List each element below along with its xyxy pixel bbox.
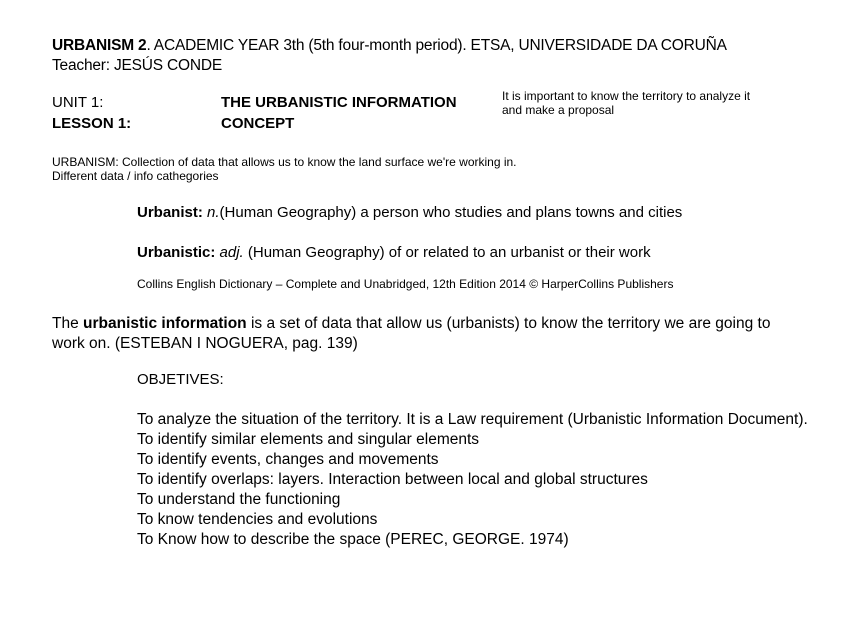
list-item: To identify events, changes and movements	[137, 451, 439, 468]
urbanistic-definition: (Human Geography) of or related to an urbanist or their work	[243, 244, 651, 261]
list-item: To know tendencies and evolutions	[137, 511, 378, 528]
teacher-line: Teacher: JESÚS CONDE	[52, 57, 222, 74]
objectives-list	[137, 410, 817, 550]
paragraph-rest: is a set of data that allow us (urbanists) to know the territory we are going to work on. (ESTEBAN I NOGUERA, pag. 139)	[52, 315, 771, 352]
lesson-label: LESSON 1:	[52, 115, 132, 132]
urbanist-term: Urbanist:	[137, 204, 203, 221]
list-item: To analyze the situation of the territory. It is a Law requirement (Urbanistic Information Document).	[137, 411, 808, 428]
urbanism-note-line1: URBANISM: Collection of data that allows us to know the land surface we're working in.	[52, 155, 517, 169]
urbanism-note-line2: Different data / info cathegories	[52, 169, 219, 183]
list-item: To identify similar elements and singular elements	[137, 431, 480, 448]
urbanist-pos: n.	[207, 204, 220, 221]
dictionary-source: Collins English Dictionary – Complete and Unabridged, 12th Edition 2014 © HarperCollins Publishers	[137, 277, 674, 291]
intro-paragraph	[52, 314, 782, 354]
list-item: To identify overlaps: layers. Interaction between local and global structures	[137, 471, 648, 488]
course-details: . ACADEMIC YEAR 3th (5th four-month period). ETSA, UNIVERSIDADE DA CORUÑA	[146, 37, 727, 54]
lesson-title-line1: THE URBANISTIC INFORMATION	[221, 94, 457, 111]
list-item: To Know how to describe the space (PEREC, GEORGE. 1974)	[137, 531, 569, 548]
paragraph-prefix: The	[52, 315, 84, 332]
objectives-heading: OBJETIVES:	[137, 371, 224, 388]
paragraph-term: urbanistic information	[83, 315, 247, 332]
unit-label: UNIT 1:	[52, 94, 104, 111]
course-name: URBANISM 2	[52, 37, 147, 54]
urbanistic-term: Urbanistic:	[137, 244, 216, 261]
definition-urbanist	[137, 204, 682, 221]
side-note: It is important to know the territory to analyze it and make a proposal	[502, 89, 751, 117]
course-header	[52, 37, 727, 55]
definition-urbanistic	[137, 244, 651, 261]
list-item: To understand the functioning	[137, 491, 341, 508]
lesson-title-line2: CONCEPT	[221, 115, 295, 132]
urbanist-definition: (Human Geography) a person who studies and plans towns and cities	[219, 204, 683, 221]
urbanistic-pos: adj.	[219, 244, 244, 261]
